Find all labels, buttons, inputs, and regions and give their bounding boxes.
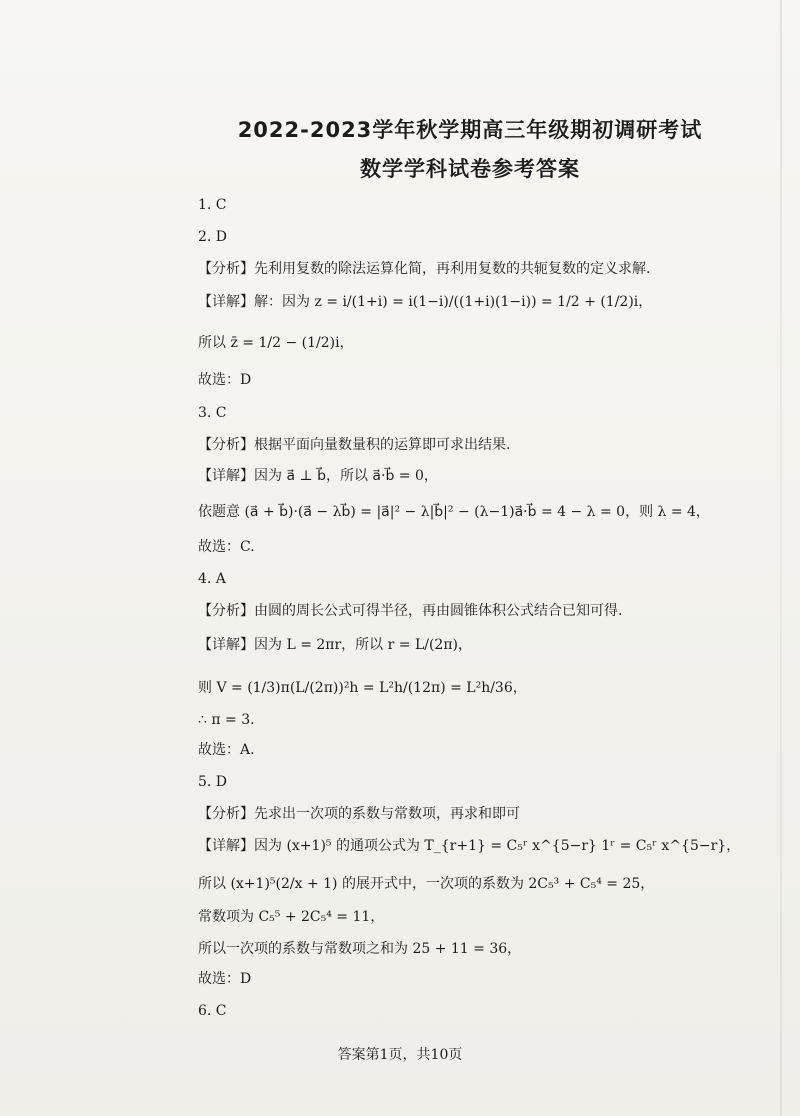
page-title: 2022-2023学年秋学期高三年级期初调研考试: [237, 118, 703, 142]
choice-line: 故选：D: [198, 372, 252, 388]
page-footer: 答案第1页，共10页: [337, 1047, 463, 1063]
solution-line: 常数项为 C₅⁵ + 2C₅⁴ = 11，: [198, 909, 385, 925]
page-subtitle: 数学学科试卷参考答案: [360, 157, 580, 181]
answer-line: 4. A: [198, 571, 226, 587]
solution-line: 则 V = (1/3)π(L/(2π))²h = L²h/(12π) = L²h/36，: [198, 680, 527, 696]
choice-line: 故选：A.: [198, 742, 255, 758]
answer-line: 5. D: [198, 774, 228, 790]
analysis-line: 【分析】由圆的周长公式可得半径，再由圆锥体积公式结合已知可得.: [198, 603, 623, 619]
choice-line: 故选：C.: [198, 539, 255, 555]
analysis-line: 【分析】先利用复数的除法运算化简，再利用复数的共轭复数的定义求解.: [198, 261, 651, 277]
solution-line: 【详解】解：因为 z = i/(1+i) = i(1−i)/((1+i)(1−i)) = 1/2 + (1/2)i，: [198, 294, 653, 310]
solution-line: ∴ π = 3.: [198, 712, 255, 728]
answer-line: 6. C: [198, 1003, 227, 1019]
solution-line: 【详解】因为 a⃗ ⊥ b⃗，所以 a⃗·b⃗ = 0，: [198, 468, 438, 484]
choice-line: 故选：D: [198, 971, 252, 987]
solution-line: 所以 z̄ = 1/2 − (1/2)i，: [198, 335, 354, 351]
solution-line: 【详解】因为 (x+1)⁵ 的通项公式为 T_{r+1} = C₅ʳ x^{5−r} 1ʳ = C₅ʳ x^{5−r}，: [198, 838, 741, 854]
answer-line: 1. C: [198, 197, 227, 213]
solution-line: 依题意 (a⃗ + b⃗)·(a⃗ − λb⃗) = |a⃗|² − λ|b⃗|² − (λ−1)a⃗·b⃗ = 4 − λ = 0，则 λ = 4，: [198, 504, 710, 520]
analysis-line: 【分析】根据平面向量数量积的运算即可求出结果.: [198, 437, 511, 453]
paper-edge: [780, 0, 782, 1116]
answer-line: 3. C: [198, 405, 227, 421]
solution-line: 【详解】因为 L = 2πr，所以 r = L/(2π)，: [198, 637, 472, 653]
answer-line: 2. D: [198, 229, 228, 245]
analysis-line: 【分析】先求出一次项的系数与常数项，再求和即可: [198, 806, 520, 822]
solution-line: 所以一次项的系数与常数项之和为 25 + 11 = 36，: [198, 941, 522, 957]
solution-line: 所以 (x+1)⁵(2/x + 1) 的展开式中，一次项的系数为 2C₅³ + C₅⁴ = 25，: [198, 876, 655, 892]
